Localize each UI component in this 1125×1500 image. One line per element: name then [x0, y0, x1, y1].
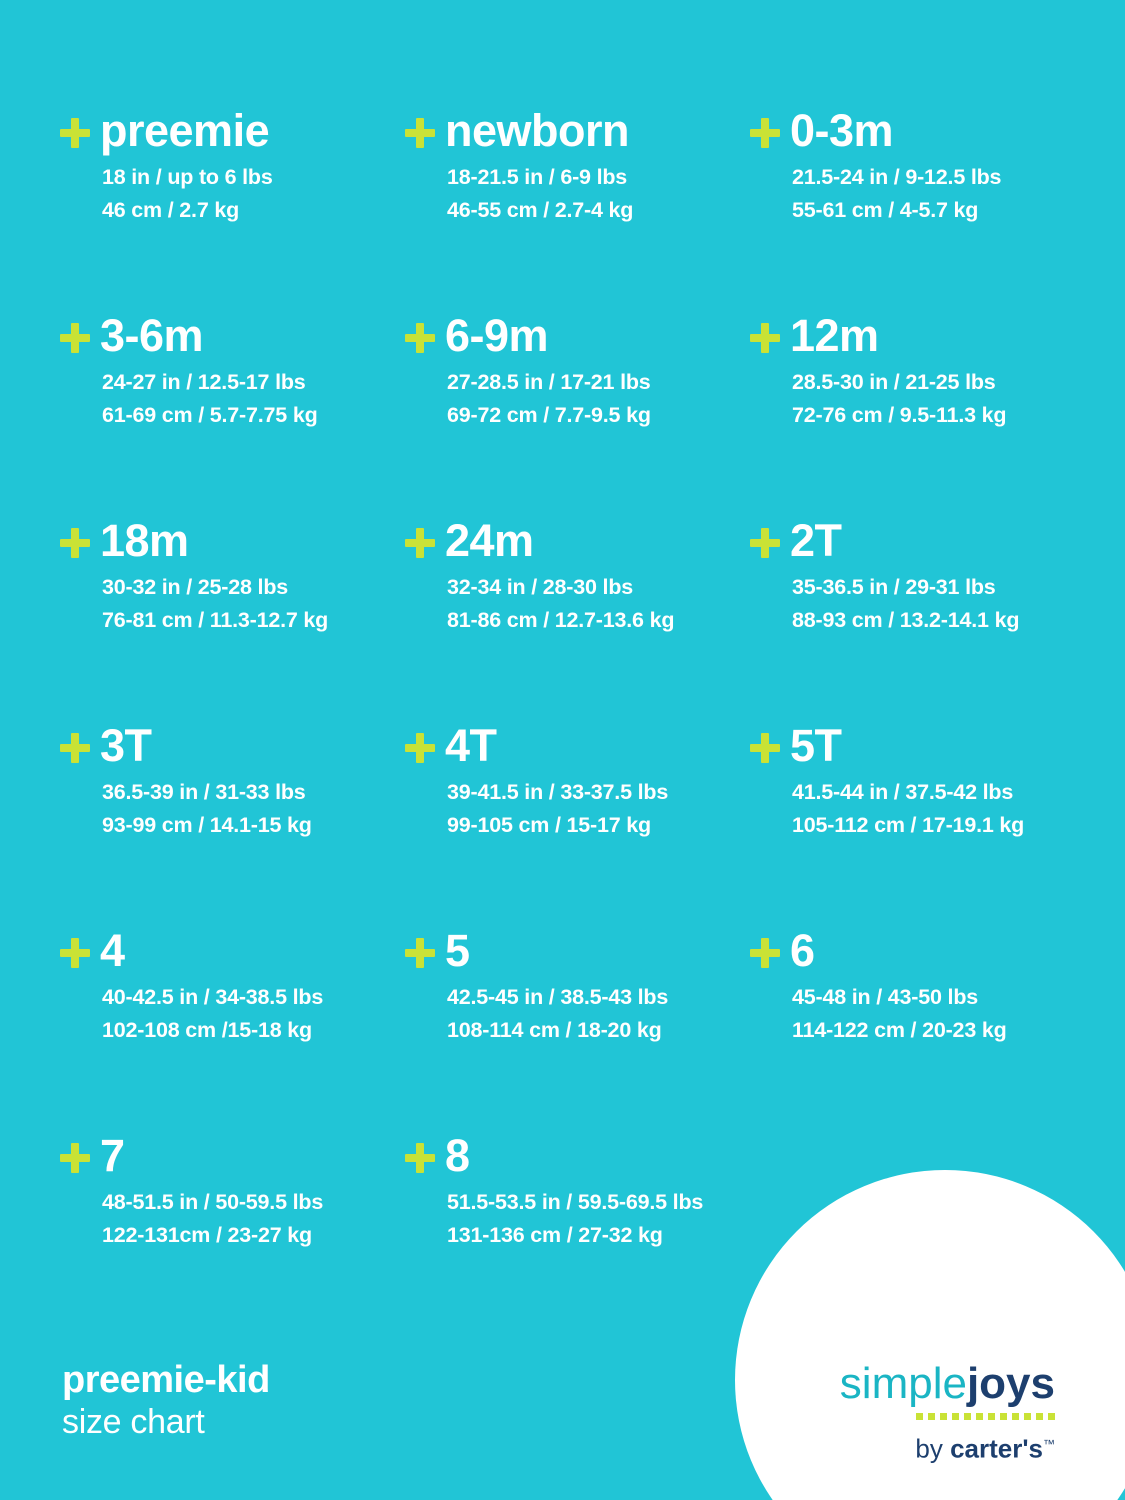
size-imperial: 36.5-39 in / 31-33 lbs — [102, 780, 306, 804]
plus-icon — [60, 118, 90, 148]
size-header — [60, 1130, 405, 1182]
size-metric: 55-61 cm / 4-5.7 kg — [792, 198, 979, 222]
plus-icon — [60, 1143, 90, 1173]
size-cell-newborn — [405, 105, 750, 310]
size-cell-5 — [405, 925, 750, 1130]
plus-icon — [60, 323, 90, 353]
size-cell-6 — [750, 925, 1095, 1130]
size-header — [60, 310, 405, 362]
size-label: 6-9m — [445, 310, 549, 361]
size-metric: 76-81 cm / 11.3-12.7 kg — [102, 608, 329, 632]
size-metric: 46-55 cm / 2.7-4 kg — [447, 198, 634, 222]
size-measurements — [447, 366, 750, 432]
size-measurements — [102, 1186, 405, 1252]
logo-word-joys: joys — [966, 1359, 1055, 1409]
size-imperial: 42.5-45 in / 38.5-43 lbs — [447, 985, 669, 1009]
size-header — [750, 515, 1095, 567]
size-label: 2T — [790, 515, 842, 566]
size-metric: 108-114 cm / 18-20 kg — [447, 1018, 662, 1042]
plus-icon — [750, 528, 780, 558]
size-cell-4t — [405, 720, 750, 925]
logo-dots — [755, 1413, 1055, 1420]
size-header — [405, 310, 750, 362]
plus-icon — [750, 733, 780, 763]
logo-wordmark — [755, 1359, 1055, 1409]
size-imperial: 39-41.5 in / 33-37.5 lbs — [447, 780, 669, 804]
chart-title — [62, 1358, 270, 1442]
size-cell-3-6m — [60, 310, 405, 515]
logo-dot — [1012, 1413, 1019, 1420]
size-measurements — [447, 571, 750, 637]
plus-icon — [405, 1143, 435, 1173]
size-header — [750, 720, 1095, 772]
size-cell-6-9m — [405, 310, 750, 515]
plus-icon — [750, 118, 780, 148]
size-label: 8 — [445, 1130, 470, 1181]
size-measurements — [102, 981, 405, 1047]
size-measurements — [792, 161, 1095, 227]
size-header — [405, 925, 750, 977]
logo-dot — [1000, 1413, 1007, 1420]
size-measurements — [447, 776, 750, 842]
size-metric: 61-69 cm / 5.7-7.75 kg — [102, 403, 318, 427]
plus-icon — [60, 528, 90, 558]
size-label: 5 — [445, 925, 470, 976]
size-cell-0-3m — [750, 105, 1095, 310]
plus-icon — [750, 323, 780, 353]
size-header — [405, 515, 750, 567]
logo-dot — [952, 1413, 959, 1420]
size-label: 0-3m — [790, 105, 894, 156]
size-metric: 102-108 cm /15-18 kg — [102, 1018, 312, 1042]
plus-icon — [405, 528, 435, 558]
logo-dot — [1036, 1413, 1043, 1420]
size-cell-8 — [405, 1130, 750, 1335]
logo-by-text: by — [915, 1434, 951, 1464]
plus-icon — [405, 733, 435, 763]
size-imperial: 35-36.5 in / 29-31 lbs — [792, 575, 996, 599]
size-metric: 81-86 cm / 12.7-13.6 kg — [447, 608, 675, 632]
size-metric: 105-112 cm / 17-19.1 kg — [792, 813, 1025, 837]
chart-title-line2: size chart — [62, 1403, 205, 1441]
size-measurements — [102, 366, 405, 432]
size-header — [60, 515, 405, 567]
size-measurements — [447, 161, 750, 227]
logo-word-simple: simple — [839, 1359, 967, 1409]
size-imperial: 27-28.5 in / 17-21 lbs — [447, 370, 651, 394]
size-label: 4T — [445, 720, 497, 771]
logo-dot — [928, 1413, 935, 1420]
size-metric: 88-93 cm / 13.2-14.1 kg — [792, 608, 1020, 632]
plus-icon — [750, 938, 780, 968]
size-grid — [60, 105, 1070, 1335]
size-header — [750, 105, 1095, 157]
size-label: 3-6m — [100, 310, 204, 361]
size-imperial: 45-48 in / 43-50 lbs — [792, 985, 979, 1009]
size-measurements — [792, 366, 1095, 432]
logo-dot — [916, 1413, 923, 1420]
size-imperial: 28.5-30 in / 21-25 lbs — [792, 370, 996, 394]
plus-icon — [405, 118, 435, 148]
size-cell-2t — [750, 515, 1095, 720]
brand-logo — [755, 1359, 1055, 1464]
size-header — [405, 1130, 750, 1182]
logo-brand-text: carter's — [950, 1434, 1043, 1464]
size-label: 3T — [100, 720, 152, 771]
plus-icon — [60, 938, 90, 968]
size-imperial: 41.5-44 in / 37.5-42 lbs — [792, 780, 1014, 804]
size-header — [405, 720, 750, 772]
size-measurements — [792, 776, 1095, 842]
size-metric: 131-136 cm / 27-32 kg — [447, 1223, 663, 1247]
chart-title-line1: preemie-kid — [62, 1359, 270, 1401]
size-metric: 69-72 cm / 7.7-9.5 kg — [447, 403, 651, 427]
size-header — [60, 925, 405, 977]
size-label: 6 — [790, 925, 815, 976]
size-header — [750, 310, 1095, 362]
plus-icon — [405, 323, 435, 353]
size-header — [405, 105, 750, 157]
size-imperial: 30-32 in / 25-28 lbs — [102, 575, 289, 599]
size-cell-4 — [60, 925, 405, 1130]
size-measurements — [447, 1186, 750, 1252]
size-label: preemie — [100, 105, 270, 156]
size-imperial: 18 in / up to 6 lbs — [102, 165, 273, 189]
size-header — [60, 720, 405, 772]
size-imperial: 24-27 in / 12.5-17 lbs — [102, 370, 306, 394]
logo-dot — [1048, 1413, 1055, 1420]
size-measurements — [792, 571, 1095, 637]
logo-byline — [755, 1429, 1055, 1464]
size-imperial: 18-21.5 in / 6-9 lbs — [447, 165, 628, 189]
plus-icon — [405, 938, 435, 968]
logo-dot — [976, 1413, 983, 1420]
size-header — [60, 105, 405, 157]
size-measurements — [102, 776, 405, 842]
logo-dot — [1024, 1413, 1031, 1420]
size-label: 12m — [790, 310, 879, 361]
size-imperial: 21.5-24 in / 9-12.5 lbs — [792, 165, 1002, 189]
size-label: 18m — [100, 515, 189, 566]
trademark-icon: ™ — [1043, 1437, 1055, 1452]
size-imperial: 32-34 in / 28-30 lbs — [447, 575, 634, 599]
size-label: newborn — [445, 105, 629, 156]
size-header — [750, 925, 1095, 977]
size-imperial: 51.5-53.5 in / 59.5-69.5 lbs — [447, 1190, 704, 1214]
size-cell-5t — [750, 720, 1095, 925]
size-cell-24m — [405, 515, 750, 720]
logo-dot — [964, 1413, 971, 1420]
size-measurements — [447, 981, 750, 1047]
size-cell-preemie — [60, 105, 405, 310]
size-cell-18m — [60, 515, 405, 720]
size-metric: 72-76 cm / 9.5-11.3 kg — [792, 403, 1007, 427]
size-label: 24m — [445, 515, 534, 566]
size-label: 4 — [100, 925, 125, 976]
size-metric: 114-122 cm / 20-23 kg — [792, 1018, 1007, 1042]
size-imperial: 48-51.5 in / 50-59.5 lbs — [102, 1190, 324, 1214]
size-measurements — [102, 571, 405, 637]
size-measurements — [792, 981, 1095, 1047]
size-metric: 122-131cm / 23-27 kg — [102, 1223, 312, 1247]
size-measurements — [102, 161, 405, 227]
size-cell-3t — [60, 720, 405, 925]
size-cell-7 — [60, 1130, 405, 1335]
size-cell-12m — [750, 310, 1095, 515]
size-metric: 46 cm / 2.7 kg — [102, 198, 240, 222]
size-metric: 99-105 cm / 15-17 kg — [447, 813, 651, 837]
plus-icon — [60, 733, 90, 763]
size-imperial: 40-42.5 in / 34-38.5 lbs — [102, 985, 324, 1009]
size-label: 5T — [790, 720, 842, 771]
logo-dot — [940, 1413, 947, 1420]
size-metric: 93-99 cm / 14.1-15 kg — [102, 813, 312, 837]
logo-dot — [988, 1413, 995, 1420]
size-label: 7 — [100, 1130, 125, 1181]
